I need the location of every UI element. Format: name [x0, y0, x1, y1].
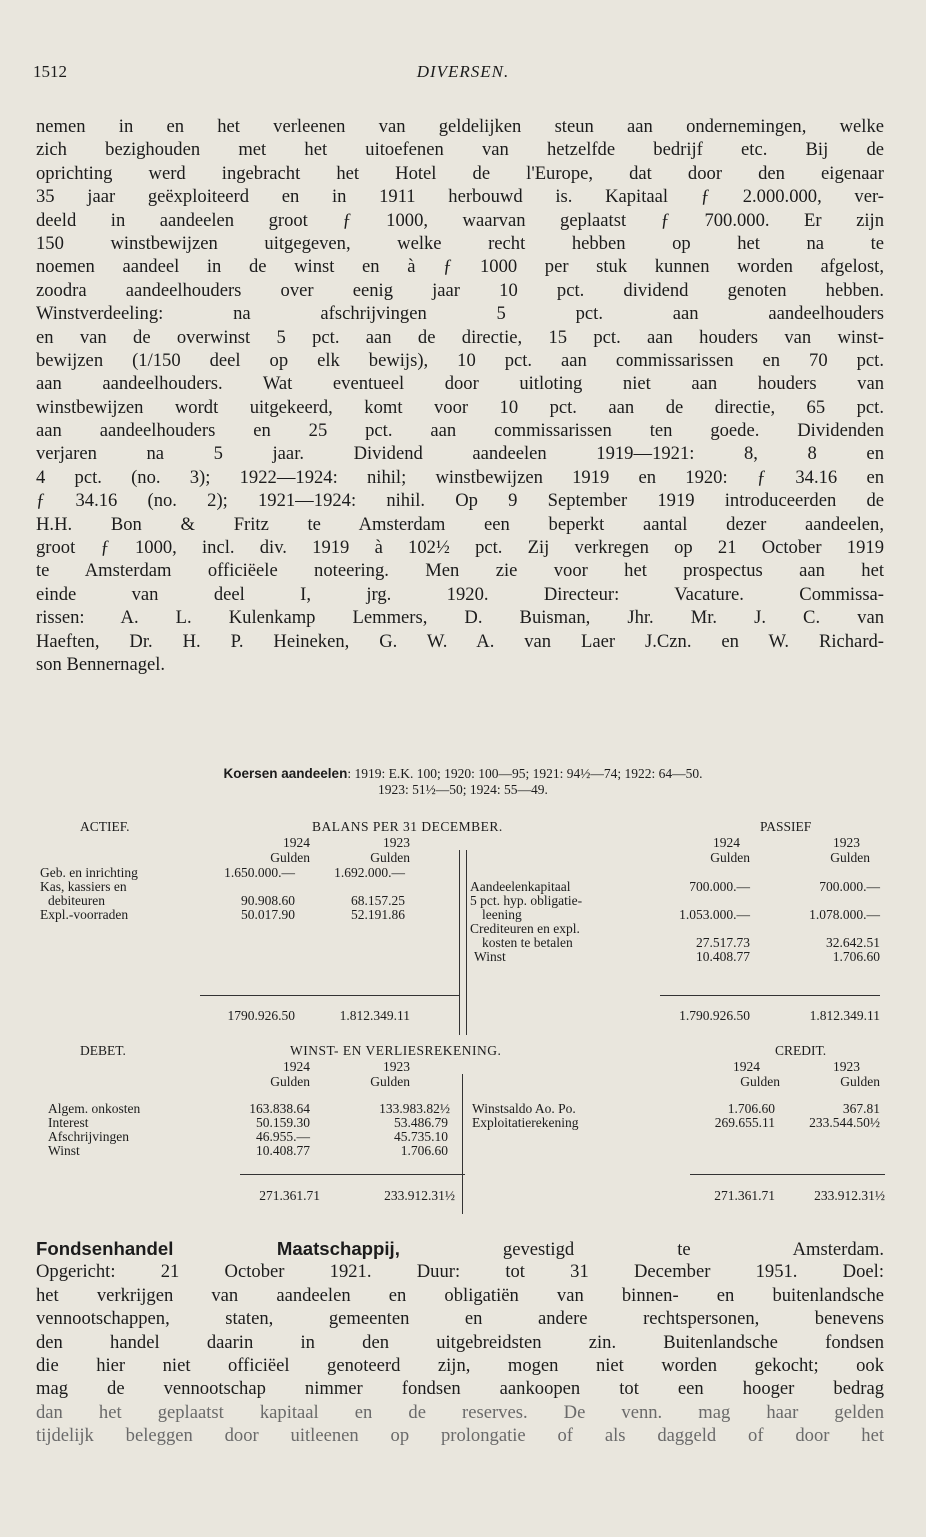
pl-left-row-value: 1.706.60 — [400, 1143, 448, 1158]
text-line: aan aandeelhouders. Wat eventueel door uitloting niet aan houders van — [36, 373, 884, 395]
text-line: aan aandeelhouders en 25 pct. aan commissarissen ten goede. Dividenden — [36, 420, 884, 442]
pl-right-row-value: 367.81 — [842, 1101, 880, 1116]
balance-left-row-value: 68.157.25 — [351, 893, 405, 908]
text-line: vennootschappen, staten, gemeenten en andere rechtspersonen, benevens — [36, 1308, 884, 1330]
text-line: H.H. Bon & Fritz te Amsterdam een beperkt aantal dezer aandeelen, — [36, 513, 884, 535]
balance-right-row-value: 1.706.60 — [832, 949, 880, 964]
text-line: deeld in aandeelen groot ƒ 1000, waarvan geplaatst ƒ 700.000. Er zijn — [36, 209, 884, 231]
pl-left-row-value: 45.735.10 — [394, 1129, 448, 1144]
balance-right-row-value: 1.078.000.— — [809, 907, 880, 922]
balance-right-row-label: kosten te betalen — [482, 935, 573, 950]
text-line: oprichting werd ingebracht het Hotel de l'Europe, dat door den eigenaar — [36, 162, 884, 184]
pl-right-year-a: 1924 — [733, 1059, 760, 1074]
balance-right-row-label: 5 pct. hyp. obligatie- — [470, 893, 583, 908]
text-line: groot ƒ 1000, incl. div. 1919 à 102½ pct. Zij verkregen op 21 October 1919 — [36, 537, 884, 559]
text-line: son Bennernagel. — [36, 653, 166, 675]
pl-left-total: 271.361.71 — [259, 1188, 320, 1203]
text-line: Haeften, Dr. H. P. Heineken, G. W. A. van Laer J.Czn. en W. Richard- — [36, 630, 884, 652]
text-line: bewijzen (1/150 deel op elk bewijs), 10 pct. aan commissarissen en 70 pct. — [36, 349, 884, 371]
pl-left-row-value: 46.955.— — [256, 1129, 310, 1144]
text-line: het verkrijgen van aandeelen en obligatiën van binnen- en buitenlandsche — [36, 1284, 884, 1306]
pl-left-year-a: 1924 — [283, 1059, 310, 1074]
balance-left-year-b: 1923 — [383, 835, 410, 850]
balance-left-unit-b: Gulden — [370, 850, 410, 865]
balance-right-unit-b: Gulden — [830, 850, 870, 865]
share-prices-line1: : 1919: E.K. 100; 1920: 100—95; 1921: 94½—74; 1922: 64—50. — [347, 766, 703, 781]
text-line: noemen aandeel in de winst en à ƒ 1000 per stuk kunnen worden afgelost, — [36, 256, 884, 278]
balance-right-total: 1.790.926.50 — [679, 1008, 750, 1023]
pl-left-unit-a: Gulden — [270, 1074, 310, 1089]
pl-right-row-value: 233.544.50½ — [809, 1115, 880, 1130]
pl-left-row-value: 133.983.82½ — [379, 1101, 450, 1116]
balance-right-row-value: 27.517.73 — [696, 935, 750, 950]
profit-loss-account — [0, 1044, 926, 1214]
balance-left-row-label: Geb. en inrichting — [40, 865, 138, 880]
balance-right-unit-a: Gulden — [710, 850, 750, 865]
text-line: Winstverdeeling: na afschrijvingen 5 pct. aan aandeelhouders — [36, 303, 884, 325]
share-prices — [0, 766, 926, 798]
balance-left-row-label: Expl.-voorraden — [40, 907, 129, 922]
text-line: 35 jaar geëxploiteerd en in 1911 herbouwd is. Kapitaal ƒ 2.000.000, ver- — [36, 186, 884, 208]
text-line: Fondsenhandel Maatschappij, gevestigd te Amsterdam. — [36, 1238, 884, 1260]
balance-right-row-label: Aandeelenkapitaal — [470, 879, 571, 894]
pl-right-head: CREDIT. — [775, 1043, 827, 1058]
pl-left-row-value: 53.486.79 — [394, 1115, 448, 1130]
balance-left-unit-a: Gulden — [270, 850, 310, 865]
pl-left-row-label: Interest — [48, 1115, 89, 1130]
body-paragraph-fondsenhandel — [36, 1237, 884, 1448]
text-line: verjaren na 5 jaar. Dividend aandeelen 1919—1921: 8, 8 en — [36, 443, 884, 465]
pl-right-row-value: 1.706.60 — [727, 1101, 775, 1116]
balance-left-row-label: Kas, kassiers en — [40, 879, 127, 894]
text-line: einde van deel I, jrg. 1920. Directeur: Vacature. Commissa- — [36, 583, 884, 605]
balance-right-row-label: leening — [482, 907, 522, 922]
pl-right-unit-b: Gulden — [840, 1074, 880, 1089]
pl-left-total: 233.912.31½ — [384, 1188, 455, 1203]
balance-right-year-b: 1923 — [833, 835, 860, 850]
text-line: ƒ 34.16 (no. 2); 1921—1924: nihil. Op 9 September 1919 introduceerden de — [36, 490, 884, 512]
balance-right-row-label: Crediteuren en expl. — [470, 921, 580, 936]
text-line: zich bezighouden met het uitoefenen van hetzelfde bedrijf etc. Bij de — [36, 139, 884, 161]
text-line: Opgericht: 21 October 1921. Duur: tot 31 December 1951. Doel: — [36, 1261, 884, 1283]
pl-right-unit-a: Gulden — [740, 1074, 780, 1089]
pl-left-row-value: 10.408.77 — [256, 1143, 310, 1158]
text-line: den handel daarin in den uitgebreidsten zin. Buitenlandsche fondsen — [36, 1331, 884, 1353]
balance-left-row-value: 90.908.60 — [241, 893, 295, 908]
pl-left-row-value: 163.838.64 — [249, 1101, 310, 1116]
page-number: 1512 — [33, 62, 67, 81]
balance-right-row-value: 700.000.— — [689, 879, 750, 894]
pl-left-row-label: Algem. onkosten — [48, 1101, 141, 1116]
text-line: tijdelijk beleggen door uitleenen op prolongatie of als daggeld of door het — [36, 1425, 884, 1447]
balance-right-row-value: 700.000.— — [819, 879, 880, 894]
text-line: 4 pct. (no. 3); 1922—1924: nihil; winstbewijzen 1919 en 1920: ƒ 34.16 en — [36, 466, 884, 488]
balance-right-row-value: 1.053.000.— — [679, 907, 750, 922]
share-prices-line2: 1923: 51½—50; 1924: 55—49. — [378, 782, 548, 797]
balance-right-head: PASSIEF — [760, 819, 812, 834]
pl-left-row-value: 50.159.30 — [256, 1115, 310, 1130]
pl-left-year-b: 1923 — [383, 1059, 410, 1074]
balance-left-row-value: 50.017.90 — [241, 907, 295, 922]
text-line: te Amsterdam officiëele noteering. Men zie voor het prospectus aan het — [36, 560, 884, 582]
text-line: en van de overwinst 5 pct. aan de directie, 15 pct. aan houders van winst- — [36, 326, 884, 348]
balance-right-total: 1.812.349.11 — [809, 1008, 880, 1023]
share-prices-label: Koersen aandeelen — [223, 766, 348, 781]
balance-sheet — [0, 820, 926, 1035]
pl-left-row-label: Afschrijvingen — [48, 1129, 129, 1144]
pl-right-row-label: Exploitatierekening — [472, 1115, 579, 1130]
balance-left-row-value: 1.650.000.— — [224, 865, 295, 880]
text-line: die hier niet officiëel genoteerd zijn, mogen niet worden gekocht; ook — [36, 1354, 884, 1376]
company-name: Fondsenhandel Maatschappij, — [36, 1238, 400, 1259]
pl-right-total: 271.361.71 — [714, 1188, 775, 1203]
balance-right-row-value: 32.642.51 — [826, 935, 880, 950]
balance-right-row-label: Winst — [474, 949, 506, 964]
balance-right-row-value: 10.408.77 — [696, 949, 750, 964]
body-paragraph-hotel — [36, 115, 884, 676]
text-line: zoodra aandeelhouders over eenig jaar 10 pct. dividend genoten hebben. — [36, 279, 884, 301]
text-line: winstbewijzen wordt uitgekeerd, komt voor 10 pct. aan de directie, 65 pct. — [36, 396, 884, 418]
balance-left-row-label: debiteuren — [48, 893, 105, 908]
balance-left-head: ACTIEF. — [80, 819, 130, 834]
pl-left-head: DEBET. — [80, 1043, 126, 1058]
text-line: mag de vennootschap nimmer fondsen aankoopen tot een hooger bedrag — [36, 1378, 884, 1400]
text-line: 150 winstbewijzen uitgegeven, welke recht hebben op het na te — [36, 232, 884, 254]
text-line: dan het geplaatst kapitaal en de reserves. De venn. mag haar gelden — [36, 1401, 884, 1423]
balance-left-total: 1.812.349.11 — [339, 1008, 410, 1023]
balance-left-row-value: 1.692.000.— — [334, 865, 405, 880]
balance-left-year-a: 1924 — [283, 835, 310, 850]
pl-right-row-label: Winstsaldo Ao. Po. — [472, 1101, 576, 1116]
balance-left-row-value: 52.191.86 — [351, 907, 405, 922]
pl-right-row-value: 269.655.11 — [714, 1115, 775, 1130]
running-title: DIVERSEN. — [416, 62, 510, 81]
balance-right-year-a: 1924 — [713, 835, 740, 850]
pl-right-year-b: 1923 — [833, 1059, 860, 1074]
pl-right-total: 233.912.31½ — [814, 1188, 885, 1203]
text-line: rissen: A. L. Kulenkamp Lemmers, D. Buisman, Jhr. Mr. J. C. van — [36, 607, 884, 629]
pl-left-row-label: Winst — [48, 1143, 80, 1158]
text-line: nemen in en het verleenen van geldelijken steun aan ondernemingen, welke — [36, 116, 884, 137]
pl-left-unit-b: Gulden — [370, 1074, 410, 1089]
pl-title: WINST- EN VERLIESREKENING. — [290, 1043, 502, 1058]
balance-title: BALANS PER 31 DECEMBER. — [312, 819, 503, 834]
balance-left-total: 1790.926.50 — [227, 1008, 295, 1023]
